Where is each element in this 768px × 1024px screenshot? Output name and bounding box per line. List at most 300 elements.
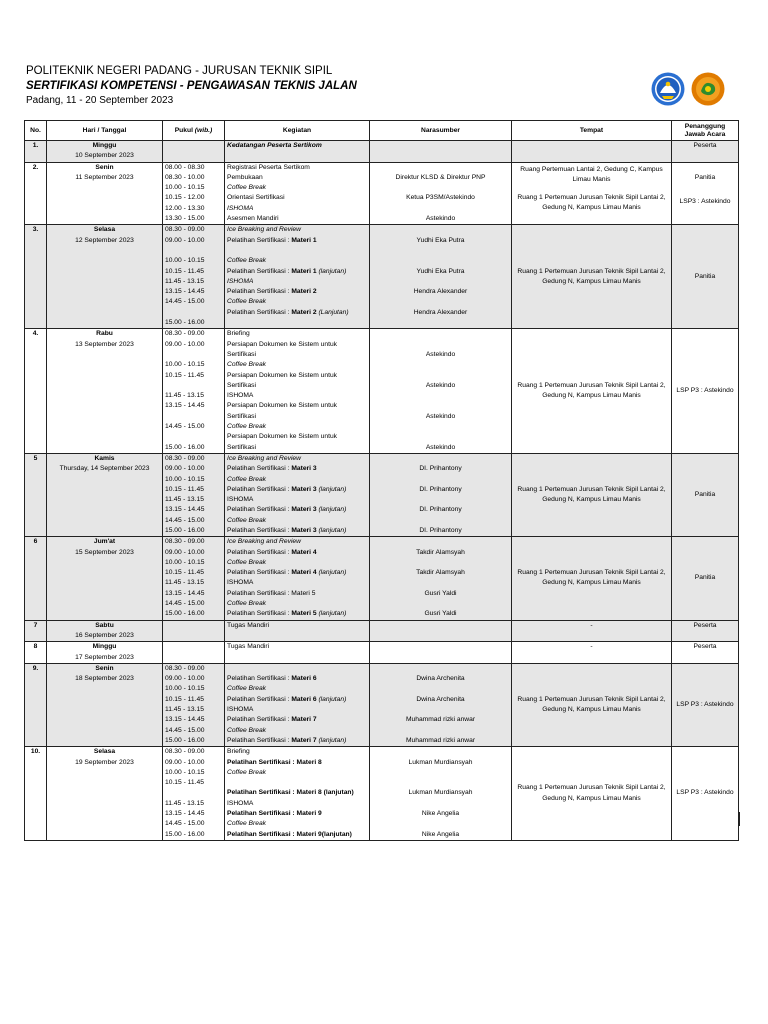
row-place: - [512,620,672,642]
row-number: 10. [25,747,47,841]
activity-text: Briefing [227,330,250,338]
activity-suffix: (lanjutan) [316,695,347,703]
activity-subject: Materi 3 [291,485,317,493]
time-slot: 10.00 - 10.15 [165,184,205,192]
activity-suffix: (lanjutan) [316,526,347,534]
speaker-name [372,183,509,193]
activity-text: Pelatihan Sertifikasi : [227,267,292,275]
activity-item [227,495,367,505]
activity-item [227,329,367,339]
activity-item [227,277,367,287]
time-slot [165,381,222,391]
row-day-date [47,225,163,329]
time-slot: 08.30 - 09.00 [165,226,205,234]
day-name: Senin [95,163,114,171]
row-pic: LSP P3 : Astekindo [672,329,739,454]
time-slot: 11.45 - 13.15 [165,277,204,285]
row-number: 9. [25,663,47,746]
activity-text: Coffee Break [227,475,267,483]
column-header-pic: Penanggung Jawab Acara [672,121,739,141]
activity-subject: Materi 7 [291,716,317,724]
speaker-name [372,401,509,411]
row-pic: LSP P3 : Astekindo [672,663,739,746]
row-speakers [370,747,512,841]
activity-text: Tugas Mandiri [227,621,270,629]
time-slot: 08.30 - 09.00 [165,748,205,756]
date: 18 September 2023 [75,675,134,683]
activity-subject: Materi 4 [291,548,317,556]
activity-text: Pembukaan [227,173,263,181]
time-slot: 10.00 - 10.15 [165,768,205,776]
row-number: 2. [25,162,47,225]
institution-name: POLITEKNIK NEGERI PADANG - JURUSAN TEKNIK SIPIL [26,65,333,77]
row-day-date [47,453,163,536]
speaker-name [372,726,509,736]
activity-text: ISHOMA [227,277,254,285]
time-slot: 10.00 - 10.15 [165,558,205,566]
activity-text: Coffee Break [227,298,267,306]
activity-text: Persiapan Dokumen ke Sistem untuk [227,371,338,379]
activity-item [227,788,367,798]
time-slot: 14.45 - 15.00 [165,516,205,524]
activity-text: Briefing [227,748,250,756]
speaker-name: Muhammad rizki anwar [405,716,476,724]
speaker-name [372,768,509,778]
activity-subject: Materi 5 [291,610,317,618]
speaker-name [372,225,509,235]
speaker-name: DI. Prihantony [419,465,462,473]
time-slot: 11.45 - 13.15 [165,392,204,400]
speaker-name: Lukman Murdiansyah [408,789,473,797]
activity-item [227,193,367,203]
speaker-name: Ketua P3SM/Astekindo [406,194,475,202]
activity-suffix: (lanjutan) [316,485,347,493]
table-row [25,225,739,329]
speaker-name: Yudhi Eka Putra [416,236,465,244]
row-number: 1. [25,141,47,163]
day-name: Kamis [94,454,115,462]
time-slot: 15.00 - 16.00 [165,830,205,838]
pic-text: LSP3 : Astekindo [679,197,731,205]
speaker-name: Takdir Alamsyah [416,569,465,577]
speaker-name: Hendra Alexander [413,288,468,296]
time-slot: 14.45 - 15.00 [165,600,205,608]
speaker-name: Hendra Alexander [413,308,468,316]
tut-wuri-handayani-logo [651,72,685,106]
activity-item [227,173,367,183]
activity-item [227,726,367,736]
activity-item [227,516,367,526]
row-place [512,162,672,225]
activity-item [227,464,367,474]
row-times [163,747,225,841]
time-slot: 09.00 - 10.00 [165,758,205,766]
activity-item [227,609,367,619]
speaker-name [372,495,509,505]
activity-item [227,236,367,246]
activity-item [227,454,367,464]
row-number: 5 [25,453,47,536]
place-text: Ruang Pertemuan Lantai 2, Gedung C, Kampus Limau Manis [520,165,663,183]
speaker-name [372,747,509,757]
speaker-name: Nike Angelia [421,830,460,838]
activity-text: Sertifikasi [227,381,256,389]
row-pic: Peserta [672,141,739,163]
row-day-date [47,747,163,841]
time-slot [165,308,222,318]
row-times [163,162,225,225]
activity-item [227,475,367,485]
activity-item [227,350,367,360]
time-slot [165,432,222,442]
row-times [163,663,225,746]
table-header-row [25,121,739,141]
time-slot: 13.15 - 14.45 [165,288,205,296]
column-header-day: Hari / Tanggal [47,121,163,141]
activity-item [227,318,367,328]
speaker-name [372,246,509,256]
activity-text [227,654,229,661]
speaker-name [372,516,509,526]
activity-text: Coffee Break [227,423,267,431]
speaker-name [372,631,509,641]
time-slot: 09.00 - 10.00 [165,236,205,244]
activity-text: Orientasi Sertifikasi [227,194,285,202]
activity-text: Coffee Break [227,257,267,265]
speaker-name [372,256,509,266]
date: 11 September 2023 [75,173,134,181]
document-title: SERTIFIKASI KOMPETENSI - PENGAWASAN TEKNIS JALAN [26,80,357,92]
activity-subject: Materi 2 [291,288,317,296]
activity-item [227,308,367,318]
row-pic [672,162,739,225]
speaker-name [372,204,509,214]
row-activities [225,747,370,841]
activity-item [227,664,367,674]
row-place: Ruang 1 Pertemuan Jurusan Teknik Sipil Lantai 2, Gedung N, Kampus Limau Manis [512,747,672,841]
column-header-place: Tempat [512,121,672,141]
speaker-name [372,653,509,663]
activity-text [227,632,229,639]
activity-text: Sertifikasi [227,412,256,420]
row-number: 4. [25,329,47,454]
time-slot: 10.00 - 10.15 [165,685,205,693]
day-name: Sabtu [95,621,114,629]
date: 19 September 2023 [75,758,134,766]
time-slot: 08.30 - 09.00 [165,330,205,338]
activity-item [227,631,367,641]
activity-item [227,526,367,536]
date: 13 September 2023 [75,340,134,348]
time-slot: 11.45 - 13.15 [165,706,204,714]
table-row [25,329,739,454]
time-slot: 13.30 - 15.00 [165,215,205,223]
activity-text: Kedatangan Peserta Sertikom [227,142,322,149]
date: 15 September 2023 [75,548,134,556]
activity-text [227,779,229,786]
row-times [163,642,225,664]
time-slot: 08.30 - 10.00 [165,173,205,181]
place-text: Ruang 1 Pertemuan Jurusan Teknik Sipil Lantai 2, Gedung N, Kampus Limau Manis [517,194,666,212]
row-day-date [47,141,163,163]
date: 10 September 2023 [75,152,134,160]
speaker-name [372,475,509,485]
row-speakers [370,162,512,225]
speaker-name [372,141,509,151]
time-slot: 10.15 - 11.45 [165,371,204,379]
row-day-date [47,162,163,225]
activity-text: Pelatihan Sertifikasi : [227,736,292,744]
activity-text: Pelatihan Sertifikasi : [227,236,292,244]
time-slot: 13.15 - 14.45 [165,716,205,724]
activity-suffix: (lanjutan) [316,506,347,514]
activity-text: Pelatihan Sertifikasi : Materi 5 [227,589,316,597]
activity-item [227,715,367,725]
activity-text: ISHOMA [227,706,254,714]
row-pic: LSP P3 : Astekindo [672,747,739,841]
speaker-name [372,329,509,339]
time-slot [165,642,222,652]
row-pic: Peserta [672,620,739,642]
activity-item [227,401,367,411]
activity-text: ISHOMA [227,496,254,504]
activity-text: Coffee Break [227,820,267,828]
activity-text: Sertifikasi [227,350,256,358]
activity-item [227,768,367,778]
time-slot: 15.00 - 16.00 [165,526,205,534]
time-slot: 10.15 - 11.45 [165,485,204,493]
activity-item [227,695,367,705]
speaker-name: Gusri Yaldi [424,610,457,618]
activity-item [227,371,367,381]
day-name: Minggu [92,142,117,149]
activity-subject: Materi 1 [291,267,317,275]
table-row [25,620,739,642]
speaker-name [372,664,509,674]
speaker-name [372,799,509,809]
activity-text: Persiapan Dokumen ke Sistem untuk [227,402,338,410]
date: 16 September 2023 [75,631,134,639]
activity-item [227,225,367,235]
activity-text: Coffee Break [227,558,267,566]
speaker-name [372,422,509,432]
time-slot: 10.15 - 11.45 [165,267,204,275]
row-activities [225,141,370,163]
speaker-name: Direktur KLSD & Direktur PNP [395,173,486,181]
activity-text: Coffee Break [227,516,267,524]
activity-subject: Materi 2 [291,308,317,316]
activity-subject: Materi 6 [291,675,317,683]
activity-text: Pelatihan Sertifikasi : Materi 8 (lanjutan) [227,789,354,797]
activity-text: ISHOMA [227,799,254,807]
table-row [25,747,739,841]
row-speakers [370,329,512,454]
row-activities [225,453,370,536]
activity-subject: Materi 7 [291,736,317,744]
activity-item [227,621,367,631]
speaker-name [372,432,509,442]
time-slot: 09.00 - 10.00 [165,675,205,683]
activity-text: Registrasi Peserta Sertikom [227,163,310,171]
time-slot: 14.45 - 15.00 [165,423,205,431]
time-slot [165,141,222,151]
speaker-name [372,578,509,588]
row-speakers [370,225,512,329]
activity-suffix: (lanjutan) [316,569,347,577]
activity-item [227,246,367,256]
activity-suffix: (lanjutan) [316,610,347,618]
table-row [25,453,739,536]
speaker-name: Dwina Archenita [416,695,465,703]
day-name: Senin [95,664,114,672]
activity-item [227,799,367,809]
activity-text: ISHOMA [227,392,254,400]
time-slot: 10.15 - 11.45 [165,569,204,577]
time-slot: 13.15 - 14.45 [165,589,205,597]
day-name: Selasa [93,748,116,756]
time-slot: 08.30 - 09.00 [165,538,205,546]
activity-subject: Materi 1 [291,236,317,244]
time-slot [165,631,222,641]
activity-subject: Materi 3 [291,526,317,534]
activity-text: Sertifikasi [227,443,256,451]
row-activities [225,162,370,225]
speaker-name: Astekindo [425,412,456,420]
date: 12 September 2023 [75,236,134,244]
activity-text: Pelatihan Sertifikasi : [227,288,292,296]
activity-suffix: (lanjutan) [316,267,347,275]
activity-item [227,422,367,432]
activity-text: Pelatihan Sertifikasi : Materi 9(lanjutan) [227,830,352,838]
activity-subject: Materi 4 [291,569,317,577]
row-activities [225,225,370,329]
table-row [25,663,739,746]
column-header-activity: Kegiatan [225,121,370,141]
time-slot: 13.15 - 14.45 [165,402,205,410]
activity-item [227,653,367,663]
speaker-name: Lukman Murdiansyah [408,758,473,766]
time-slot: 15.00 - 16.00 [165,736,205,744]
speaker-name: Astekindo [425,215,456,223]
row-activities [225,329,370,454]
time-slot: 10.15 - 12.00 [165,194,205,202]
row-place: Ruang 1 Pertemuan Jurusan Teknik Sipil Lantai 2, Gedung N, Kampus Limau Manis [512,453,672,536]
row-pic: Panitia [672,537,739,620]
column-header-speaker: Narasumber [370,121,512,141]
speaker-name [372,454,509,464]
date: 17 September 2023 [75,653,134,661]
speaker-name: Nike Angelia [421,810,460,817]
row-day-date [47,329,163,454]
activity-item [227,297,367,307]
activity-text: Persiapan Dokumen ke Sistem untuk [227,340,338,348]
row-times [163,141,225,163]
time-slot: 09.00 - 10.00 [165,340,205,348]
activity-text: Pelatihan Sertifikasi : [227,716,292,724]
row-place: - [512,642,672,664]
activity-item [227,674,367,684]
activity-text: Coffee Break [227,726,267,734]
activity-item [227,381,367,391]
activity-item [227,340,367,350]
activity-item [227,485,367,495]
activity-text: Pelatihan Sertifikasi : [227,465,292,473]
place-date: Padang, 11 - 20 September 2023 [26,95,174,106]
activity-text: Asesmen Mandiri [227,215,279,223]
row-speakers [370,453,512,536]
activity-item [227,256,367,266]
activity-text: Ice Breaking and Review [227,538,301,546]
activity-text: Pelatihan Sertifikasi : [227,695,292,703]
activity-item [227,204,367,214]
row-day-date [47,620,163,642]
activity-item [227,568,367,578]
speaker-name [372,684,509,694]
activity-item [227,642,367,652]
activity-text: Coffee Break [227,361,267,369]
activity-item [227,558,367,568]
activity-text: Coffee Break [227,768,267,776]
row-activities [225,663,370,746]
table-continuation [24,812,740,826]
speaker-name [372,340,509,350]
activity-item [227,432,367,442]
time-slot: 15.00 - 16.00 [165,443,205,451]
table-row [25,141,739,163]
row-place: Ruang 1 Pertemuan Jurusan Teknik Sipil Lantai 2, Gedung N, Kampus Limau Manis [512,663,672,746]
row-speakers [370,537,512,620]
table-row [25,642,739,664]
activity-text: ISHOMA [227,579,254,587]
row-speakers [370,620,512,642]
row-day-date [47,537,163,620]
row-activities [225,537,370,620]
row-pic: Panitia [672,453,739,536]
row-number: 7 [25,620,47,642]
activity-text: Pelatihan Sertifikasi : [227,569,292,577]
schedule-table [24,120,739,841]
row-speakers [370,663,512,746]
activity-item [227,443,367,453]
row-place: Ruang 1 Pertemuan Jurusan Teknik Sipil Lantai 2, Gedung N, Kampus Limau Manis [512,537,672,620]
time-slot: 08.30 - 09.00 [165,664,205,672]
activity-suffix: (Lanjutan) [316,308,349,316]
activity-item [227,360,367,370]
time-slot: 08.00 - 08.30 [165,163,205,171]
activity-subject: Materi 3 [291,465,317,473]
activity-text: Coffee Break [227,685,267,693]
activity-subject: Materi 6 [291,695,317,703]
activity-text: Ice Breaking and Review [227,226,301,234]
row-pic: Peserta [672,642,739,664]
activity-item [227,578,367,588]
activity-text: ISHOMA [227,204,254,212]
speaker-name: Gusri Yaldi [424,589,457,597]
activity-text: Pelatihan Sertifikasi : [227,485,292,493]
activity-text: Pelatihan Sertifikasi : [227,308,292,316]
activity-item [227,599,367,609]
activity-item [227,736,367,746]
activity-text [227,319,229,326]
time-slot: 10.00 - 10.15 [165,361,205,369]
time-slot: 14.45 - 15.00 [165,298,205,306]
pnp-logo [691,72,725,106]
time-slot: 10.15 - 11.45 [165,695,204,703]
activity-text: Pelatihan Sertifikasi : [227,675,292,683]
speaker-name [372,391,509,401]
activity-text: Pelatihan Sertifikasi : Materi 8 [227,758,322,766]
time-slot [165,246,222,256]
